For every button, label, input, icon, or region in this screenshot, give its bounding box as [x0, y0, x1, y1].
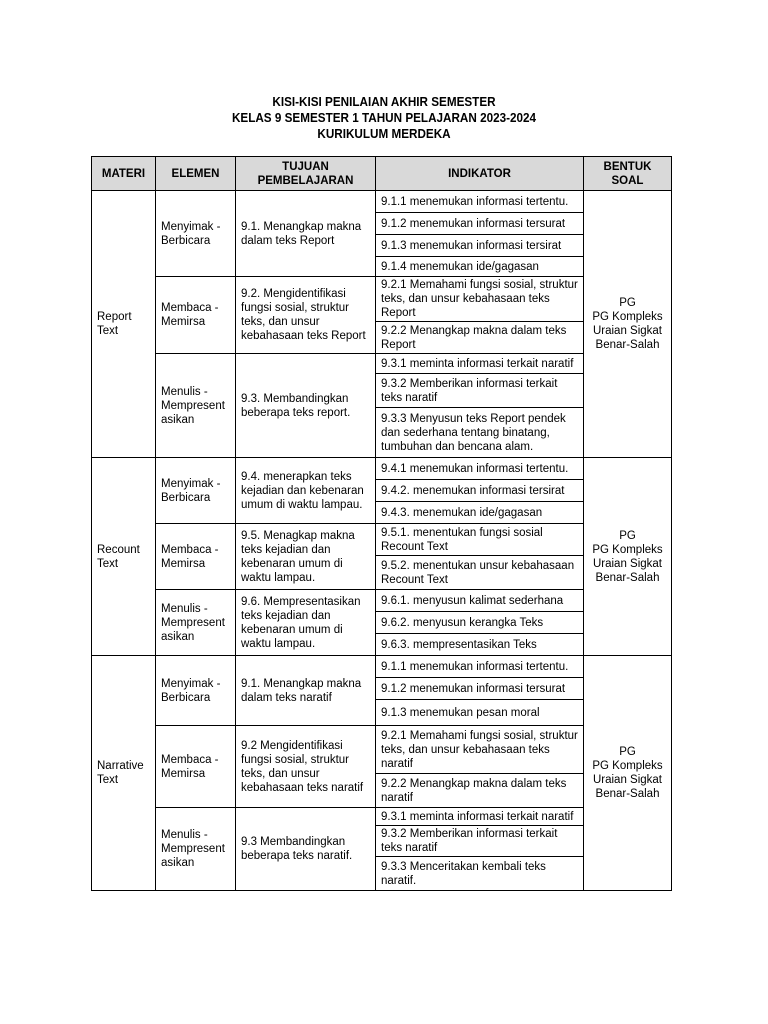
- bentuk-soal-item: Benar-Salah: [595, 339, 660, 351]
- materi-cell: Recount Text: [92, 458, 156, 656]
- indikator-cell: 9.4.3. menemukan ide/gagasan: [376, 502, 584, 524]
- header-title: KISI-KISI PENILAIAN AKHIR SEMESTER: [272, 94, 496, 109]
- indikator-cell: 9.6.1. menyusun kalimat sederhana: [376, 590, 584, 612]
- table-row: [92, 458, 672, 480]
- indikator-cell: 9.3.2 Memberikan informasi terkait teks naratif: [376, 826, 584, 857]
- elemen-cell: Menyimak - Berbicara: [156, 458, 236, 524]
- indikator-cell: 9.1.3 menemukan informasi tersirat: [376, 235, 584, 257]
- indikator-cell: 9.2.1 Memahami fungsi sosial, struktur teks, dan unsur kebahasaan teks naratif: [376, 726, 584, 774]
- elemen-cell: Menulis - Mempresent asikan: [156, 808, 236, 891]
- indikator-cell: 9.5.1. menentukan fungsi sosial Recount Text: [376, 524, 584, 556]
- indikator-cell: 9.3.2 Memberikan informasi terkait teks naratif: [376, 374, 584, 408]
- indikator-cell: 9.4.1 menemukan informasi tertentu.: [376, 458, 584, 480]
- materi-cell: Report Text: [92, 191, 156, 458]
- indikator-cell: 9.5.2. menentukan unsur kebahasaan Recount Text: [376, 556, 584, 590]
- document-header: [0, 94, 768, 142]
- indikator-cell: 9.1.2 menemukan informasi tersurat: [376, 213, 584, 235]
- indikator-cell: 9.2.2 Menangkap makna dalam teks naratif: [376, 774, 584, 808]
- bentuk-soal-item: PG: [619, 297, 636, 309]
- tujuan-pembelajaran-cell: 9.4. menerapkan teks kejadian dan kebenaran umum di waktu lampau.: [236, 458, 376, 524]
- elemen-cell: Membaca - Memirsa: [156, 277, 236, 354]
- column-header-materi: MATERI: [92, 157, 156, 191]
- elemen-cell: Membaca - Memirsa: [156, 524, 236, 590]
- bentuk-soal-item: Uraian Sigkat: [592, 774, 663, 786]
- tujuan-pembelajaran-cell: 9.6. Mempresentasikan teks kejadian dan kebenaran umum di waktu lampau.: [236, 590, 376, 656]
- header-class-year: KELAS 9 SEMESTER 1 TAHUN PELAJARAN 2023-2024: [231, 110, 537, 125]
- indikator-cell: 9.1.4 menemukan ide/gagasan: [376, 257, 584, 277]
- tujuan-pembelajaran-cell: 9.1. Menangkap makna dalam teks naratif: [236, 656, 376, 726]
- tujuan-pembelajaran-cell: 9.3. Membandingkan beberapa teks report.: [236, 354, 376, 458]
- header-curriculum: KURIKULUM MERDEKA: [317, 126, 451, 141]
- bentuk-soal-item: PG Kompleks: [592, 311, 663, 323]
- elemen-cell: Membaca - Memirsa: [156, 726, 236, 808]
- indikator-cell: 9.1.1 menemukan informasi tertentu.: [376, 191, 584, 213]
- column-header-tujuan: TUJUAN PEMBELAJARAN: [236, 157, 376, 191]
- indikator-cell: 9.1.3 menemukan pesan moral: [376, 700, 584, 726]
- indikator-cell: 9.3.1 meminta informasi terkait naratif: [376, 808, 584, 826]
- column-header-elemen: ELEMEN: [156, 157, 236, 191]
- elemen-cell: Menyimak - Berbicara: [156, 191, 236, 277]
- indikator-cell: 9.3.3 Menceritakan kembali teks naratif.: [376, 857, 584, 891]
- bentuk-soal-cell: [584, 191, 672, 458]
- column-header-indikator: INDIKATOR: [376, 157, 584, 191]
- table-row: [92, 191, 672, 213]
- bentuk-soal-item: Uraian Sigkat: [592, 325, 663, 337]
- bentuk-soal-item: Uraian Sigkat: [592, 557, 663, 570]
- table-row: [92, 656, 672, 678]
- indikator-cell: 9.3.1 meminta informasi terkait naratif: [376, 354, 584, 374]
- bentuk-soal-item: Benar-Salah: [595, 571, 660, 584]
- elemen-cell: Menulis - Mempresent asikan: [156, 354, 236, 458]
- bentuk-soal-item: PG Kompleks: [592, 543, 663, 556]
- indikator-cell: 9.1.2 menemukan informasi tersurat: [376, 678, 584, 700]
- bentuk-soal-item: PG: [619, 529, 636, 542]
- elemen-cell: Menulis - Mempresent asikan: [156, 590, 236, 656]
- bentuk-soal-item: Benar-Salah: [595, 788, 660, 800]
- tujuan-pembelajaran-cell: 9.3 Membandingkan beberapa teks naratif.: [236, 808, 376, 891]
- elemen-cell: Menyimak - Berbicara: [156, 656, 236, 726]
- bentuk-soal-cell: [584, 458, 672, 656]
- assessment-grid-table: [91, 156, 672, 891]
- table-header-row: [92, 157, 672, 191]
- bentuk-soal-item: PG Kompleks: [592, 760, 663, 772]
- bentuk-soal-cell: [584, 656, 672, 891]
- materi-cell: Narrative Text: [92, 656, 156, 891]
- indikator-cell: 9.6.2. menyusun kerangka Teks: [376, 612, 584, 634]
- table-body: [92, 191, 672, 891]
- indikator-cell: 9.4.2. menemukan informasi tersirat: [376, 480, 584, 502]
- bentuk-soal-item: PG: [619, 746, 636, 758]
- indikator-cell: 9.6.3. mempresentasikan Teks: [376, 634, 584, 656]
- indikator-cell: 9.2.2 Menangkap makna dalam teks Report: [376, 322, 584, 354]
- indikator-cell: 9.1.1 menemukan informasi tertentu.: [376, 656, 584, 678]
- tujuan-pembelajaran-cell: 9.1. Menangkap makna dalam teks Report: [236, 191, 376, 277]
- tujuan-pembelajaran-cell: 9.5. Menagkap makna teks kejadian dan kebenaran umum di waktu lampau.: [236, 524, 376, 590]
- indikator-cell: 9.3.3 Menyusun teks Report pendek dan sederhana tentang binatang, tumbuhan dan bencana alam.: [376, 408, 584, 458]
- indikator-cell: 9.2.1 Memahami fungsi sosial, struktur teks, dan unsur kebahasaan teks Report: [376, 277, 584, 322]
- column-header-bentuk-soal: BENTUK SOAL: [584, 157, 672, 191]
- tujuan-pembelajaran-cell: 9.2. Mengidentifikasi fungsi sosial, struktur teks, dan unsur kebahasaan teks Report: [236, 277, 376, 354]
- tujuan-pembelajaran-cell: 9.2 Mengidentifikasi fungsi sosial, struktur teks, dan unsur kebahasaan teks naratif: [236, 726, 376, 808]
